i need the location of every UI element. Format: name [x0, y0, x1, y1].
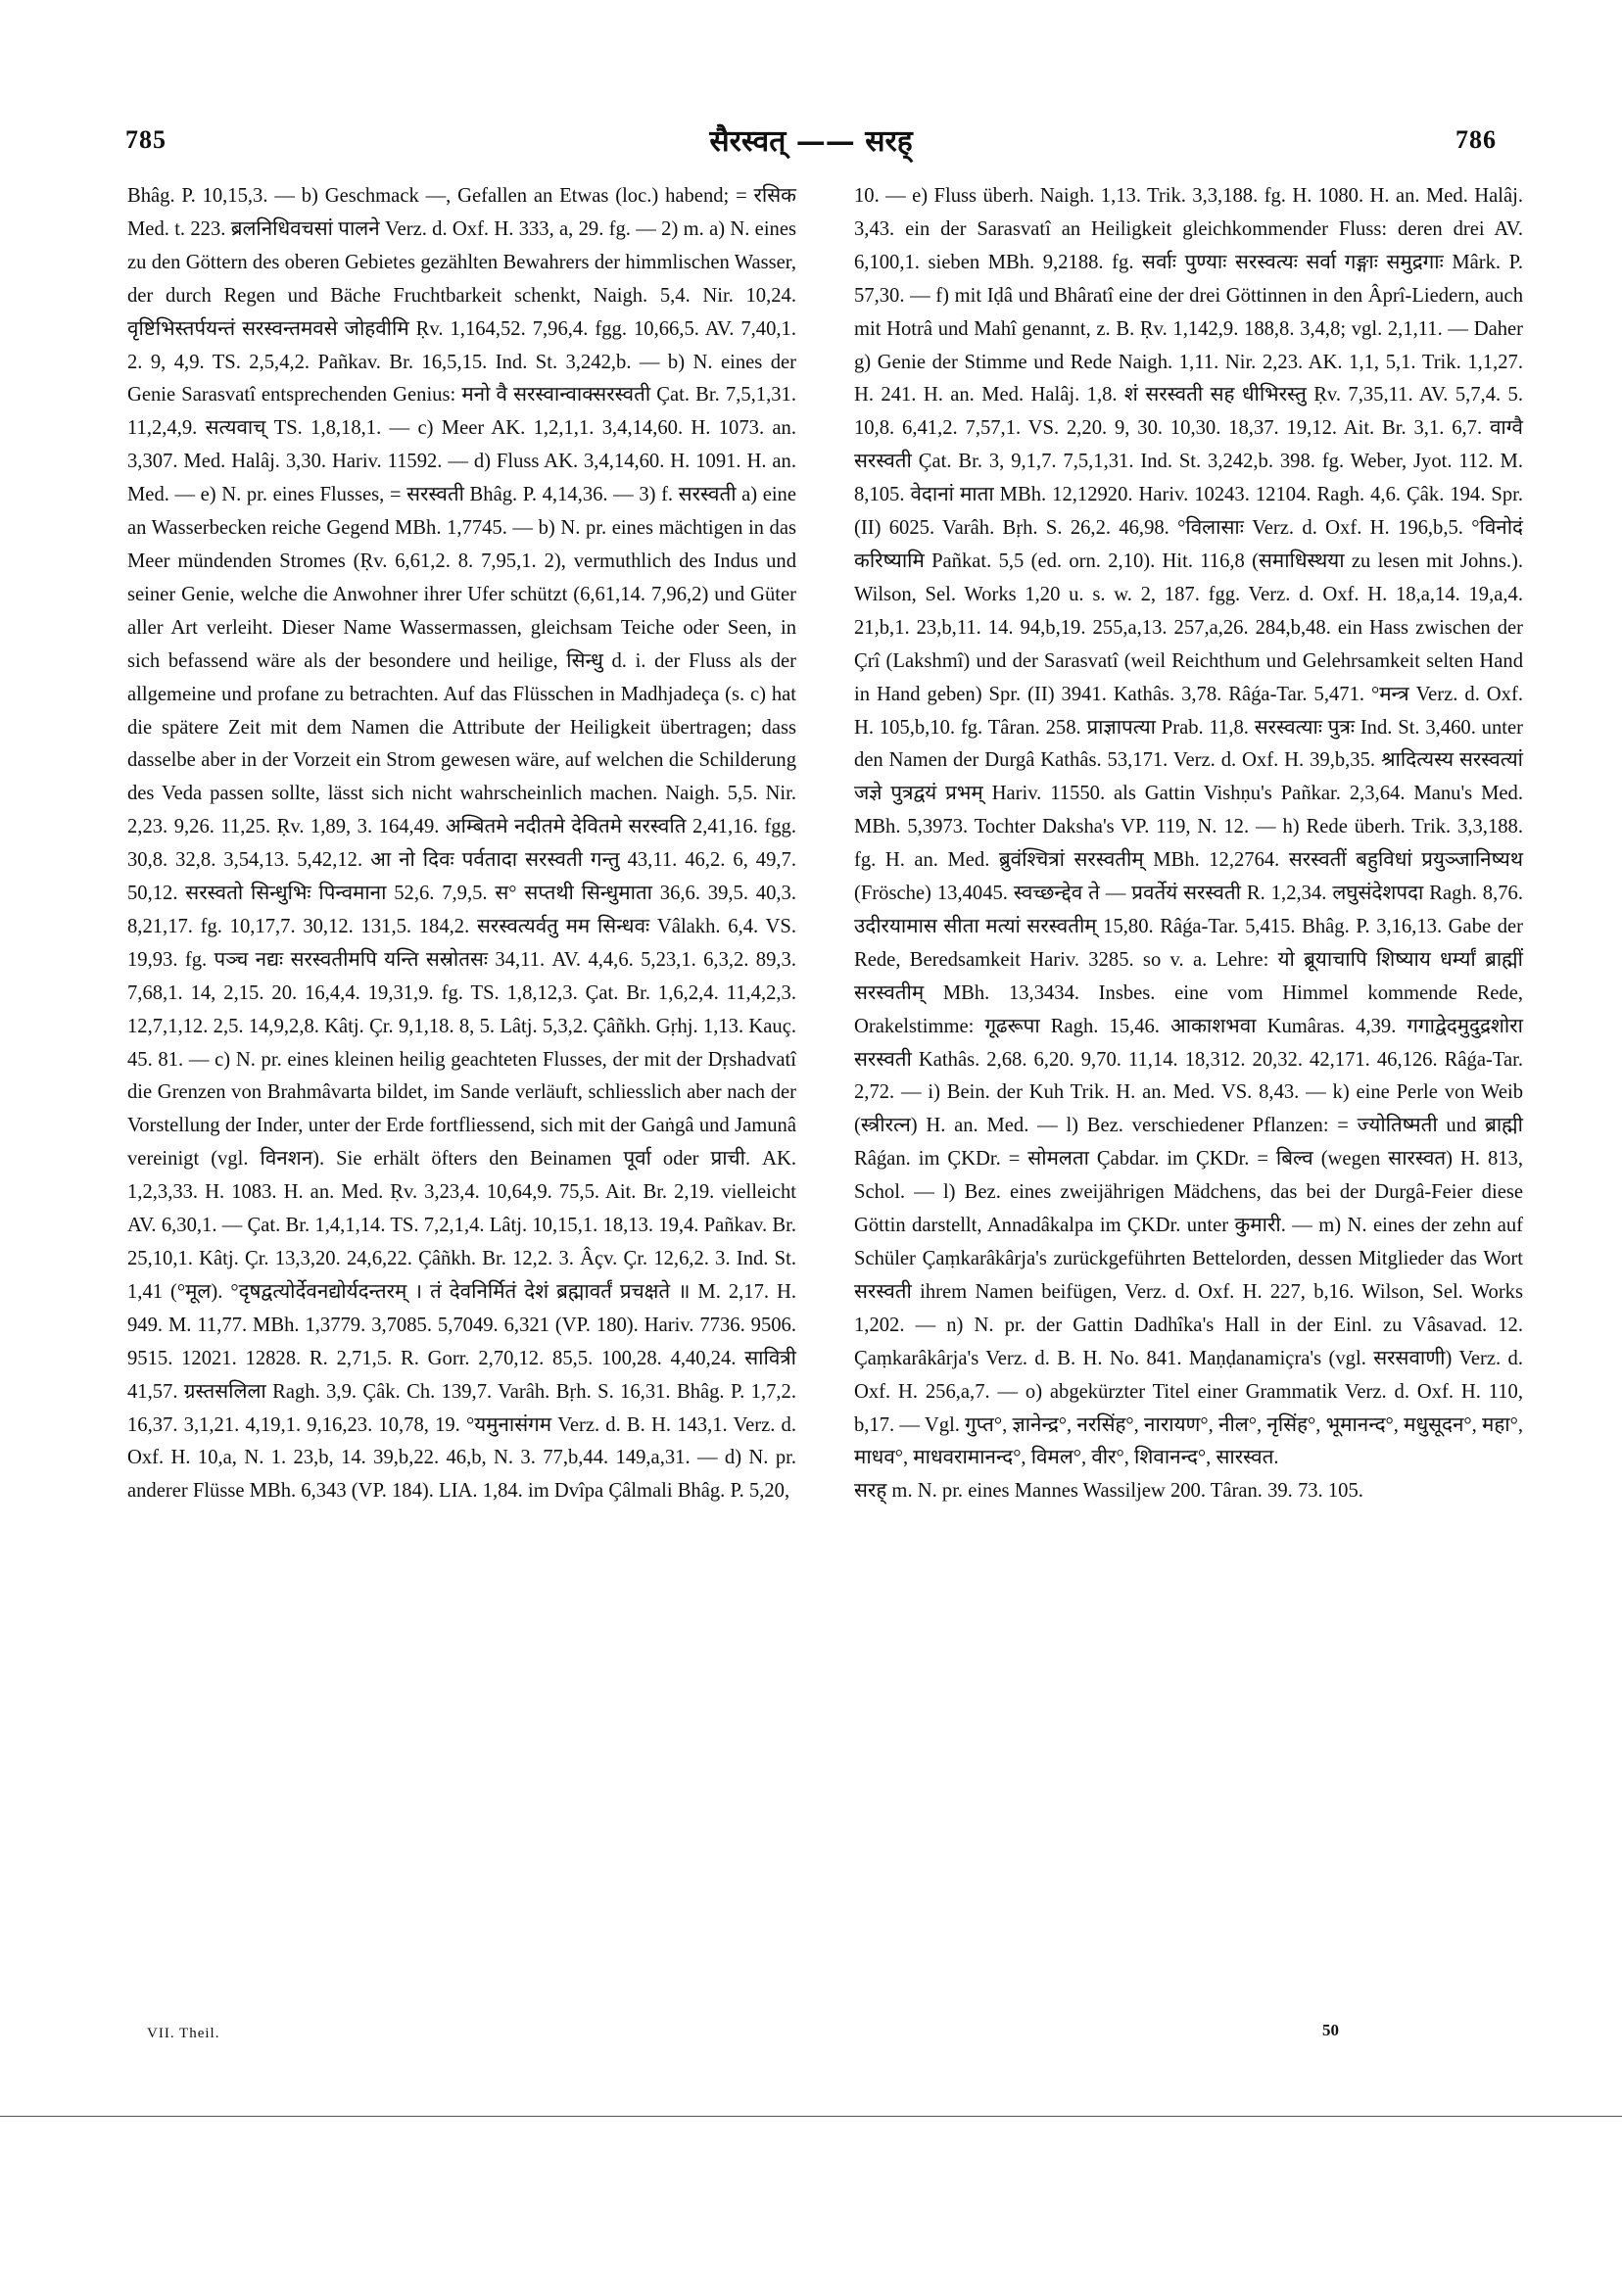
left-column [127, 180, 796, 1508]
page-number-left: 785 [125, 125, 167, 154]
bottom-rule [0, 2116, 1622, 2117]
left-column-paragraph: Bhâg. P. 10,15,3. — b) Geschmack —, Gefallen an Etwas (loc.) habend; = रसिक Med. t. 223. ब्रलनिधिवचसां पालने Verz. d. Oxf. H. 333, a, 29. fg. — 2) m. a) N. eines zu den Göttern des oberen Gebietes gezählten Bewahrers der himmlischen Wasser, der durch Regen und Bäche Fruchtbarkeit schenkt, Naigh. 5,4. Nir. 10,24. वृष्टिभिस्तर्पयन्तं सरस्वन्तमवसे जोहवीमि Ṛv. 1,164,52. 7,96,4. fgg. 10,66,5. AV. 7,40,1. 2. 9, 4,9. TS. 2,5,4,2. Pañkav. Br. 16,5,15. Ind. St. 3,242,b. — b) N. eines der Genie Sarasvatî entsprechenden Genius: मनो वै सरस्वान्वाक्सरस्वती Çat. Br. 7,5,1,31. 11,2,4,9. सत्यवाच् TS. 1,8,18,1. — c) Meer AK. 1,2,1,1. 3,4,14,60. H. 1073. an. 3,307. Med. Halâj. 3,30. Hariv. 11592. — d) Fluss AK. 3,4,14,60. H. 1091. H. an. Med. — e) N. pr. eines Flusses, = सरस्वती Bhâg. P. 4,14,36. — 3) f. सरस्वती a) eine an Wasserbecken reiche Gegend MBh. 1,7745. — b) N. pr. eines mächtigen in das Meer mündenden Stromes (Ṛv. 6,61,2. 8. 7,95,1. 2), vermuthlich des Indus und seiner Genie, welche die Anwohner ihrer Ufer schützt (6,61,14. 7,96,2) und Güter aller Art verleiht. Dieser Name Wassermassen, gleichsam Teiche oder Seen, in sich befassend wäre als der besondere und heilige, सिन्धु d. i. der Fluss als der allgemeine und profane zu betrachten. Auf das Flüsschen in Madhjadeça (s. c) hat die spätere Zeit mit dem Namen die Attribute der Heiligkeit übertragen; dass dasselbe aber in der Vorzeit ein Strom gewesen wäre, auf welchen die Schilderung des Veda passen sollte, lässt sich nicht wahrscheinlich machen. Naigh. 5,5. Nir. 2,23. 9,26. 11,25. Ṛv. 1,89, 3. 164,49. अम्बितमे नदीतमे देवितमे सरस्वति 2,41,16. fgg. 30,8. 32,8. 3,54,13. 5,42,12. आ नो दिवः पर्वतादा सरस्वती गन्तु 43,11. 46,2. 6, 49,7. 50,12. सरस्वतो सिन्धुभिः पिन्वमाना 52,6. 7,9,5. स° सप्तथी सिन्धुमाता 36,6. 39,5. 40,3. 8,21,17. fg. 10,17,7. 30,12. 131,5. 184,2. सरस्वत्यर्वतु मम सिन्धवः Vâlakh. 6,4. VS. 19,93. fg. पञ्च नद्यः सरस्वतीमपि यन्ति सस्रोतसः 34,11. AV. 4,4,6. 5,23,1. 6,3,2. 89,3. 7,68,1. 14, 2,15. 20. 16,4,4. 19,31,9. fg. TS. 1,8,12,3. Çat. Br. 1,6,2,4. 11,4,2,3. 12,7,1,12. 2,5. 14,9,2,8. Kâtj. Çr. 9,1,18. 8, 5. Lâtj. 5,3,2. Çâñkh. Gṛhj. 1,13. Kauç. 45. 81. — c) N. pr. eines kleinen heilig geachteten Flusses, der mit der Dṛshadvatî die Grenzen von Brahmâvarta bildet, im Sande verläuft, schliesslich aber nach der Vorstellung der Inder, unter der Erde fortfliessend, sich mit der Gaṅgâ und Jamunâ vereinigt (vgl. विनशन). Sie erhält öfters den Beinamen पूर्वा oder प्राची. AK. 1,2,3,33. H. 1083. H. an. Med. Ṛv. 3,23,4. 10,64,9. 75,5. Ait. Br. 2,19. vielleicht AV. 6,30,1. — Çat. Br. 1,4,1,14. TS. 7,2,1,4. Lâtj. 10,15,1. 18,13. 19,4. Pañkav. Br. 25,10,1. Kâtj. Çr. 13,3,20. 24,6,22. Çâñkh. Br. 12,2. 3. Âçv. Çr. 12,6,2. 3. Ind. St. 1,41 (°मूल). °दृषद्वत्योर्देवनद्योर्यदन्तरम् । तं देवनिर्मितं देशं ब्रह्मावर्तं प्रचक्षते ॥ M. 2,17. H. 949. M. 11,77. MBh. 1,3779. 3,7085. 5,7049. 6,321 (VP. 180). Hariv. 7736. 9506. 9515. 12021. 12828. R. 2,71,5. R. Gorr. 2,70,12. 85,5. 100,28. 4,40,24. सावित्री 41,57. ग्रस्तसलिला Ragh. 3,9. Çâk. Ch. 139,7. Varâh. Bṛh. S. 16,31. Bhâg. P. 1,7,2. 16,37. 3,1,21. 4,19,1. 9,16,23. 10,78, 19. °यमुनासंगम Verz. d. B. H. 143,1. Verz. d. Oxf. H. 10,a, N. 1. 23,b, 14. 39,b,22. 46,b, N. 3. 77,b,44. 149,a,31. — d) N. pr. anderer Flüsse MBh. 6,343 (VP. 184). LIA. 1,84. im Dvîpa Çâlmali Bhâg. P. 5,20, [127, 185, 796, 1503]
running-headword: सैरस्वत् —— सरह् [709, 124, 913, 159]
signature-mark: 50 [1322, 2021, 1339, 2039]
right-column-entry-sarah: सरह् m. N. pr. eines Mannes Wassiljew 200. Târan. 39. 73. 105. [854, 1480, 1363, 1503]
volume-note: VII. Theil. [147, 2026, 220, 2041]
right-column-paragraph: 10. — e) Fluss überh. Naigh. 1,13. Trik. 3,3,188. fg. H. 1080. H. an. Med. Halâj. 3,43. ein der Sarasvatî an Heiligkeit gleichkommender Fluss: deren drei AV. 6,100,1. sieben MBh. 9,2188. fg. सर्वाः पुण्याः सरस्वत्यः सर्वा गङ्गाः समुद्रगाः Mârk. P. 57,30. — f) mit Iḍâ und Bhâratî eine der drei Göttinnen in den Âprî-Liedern, auch mit Hotrâ und Mahî genannt, z. B. Ṛv. 1,142,9. 188,8. 3,4,8; vgl. 2,1,11. — Daher g) Genie der Stimme und Rede Naigh. 1,11. Nir. 2,23. AK. 1,1, 5,1. Trik. 1,1,27. H. 241. H. an. Med. Halâj. 1,8. शं सरस्वती सह धीभिरस्तु Ṛv. 7,35,11. AV. 5,7,4. 5. 10,8. 6,41,2. 7,57,1. VS. 2,20. 9, 30. 10,30. 18,37. 19,12. Ait. Br. 3,1. 6,7. वाग्वै सरस्वती Çat. Br. 3, 9,1,7. 7,5,1,31. Ind. St. 3,242,b. 398. fg. Weber, Jyot. 112. M. 8,105. वेदानां माता MBh. 12,12920. Hariv. 10243. 12104. Ragh. 4,6. Çâk. 194. Spr. (II) 6025. Varâh. Bṛh. S. 26,2. 46,98. °विलासाः Verz. d. Oxf. H. 196,b,5. °विनोदं करिष्यामि Pañkat. 5,5 (ed. orn. 2,10). Hit. 116,8 (समाधिस्थया zu lesen mit Johns.). Wilson, Sel. Works 1,20 u. s. w. 2, 187. fgg. Verz. d. Oxf. H. 18,a,14. 19,a,4. 21,b,1. 23,b,11. 14. 94,b,19. 255,a,13. 257,a,26. 284,b,48. ein Hass zwischen der Çrî (Lakshmî) und der Sarasvatî (weil Reichthum und Gelehrsamkeit selten Hand in Hand geben) Spr. (II) 3941. Kathâs. 3,78. Râǵa-Tar. 5,471. °मन्त्र Verz. d. Oxf. H. 105,b,10. fg. Târan. 258. प्राज्ञापत्या Prab. 11,8. सरस्वत्याः पुत्रः Ind. St. 3,460. unter den Namen der Durgâ Kathâs. 53,171. Verz. d. Oxf. H. 39,b,35. श्रादित्यस्य सरस्वत्यां जज्ञे पुत्रद्वयं प्रभम् Hariv. 11550. als Gattin Vishṇu's Pañkar. 2,3,64. Manu's Med. MBh. 5,3973. Tochter Daksha's VP. 119, N. 12. — h) Rede überh. Trik. 3,3,188. fg. H. an. Med. ब्रुवंश्चित्रां सरस्वतीम् MBh. 12,2764. सरस्वतीं बहुविधां प्रयुञ्जानिष्यथ (Frösche) 13,4045. स्वच्छन्द्देव ते — प्रवर्तेयं सरस्वती R. 1,2,34. लघुसंदेशपदा Ragh. 8,76. उदीरयामास सीता मत्यां सरस्वतीम् 15,80. Râǵa-Tar. 5,415. Bhâg. P. 3,16,13. Gabe der Rede, Beredsamkeit Hariv. 3285. so v. a. Lehre: यो ब्रूयाचापि शिष्याय धर्म्यां ब्राह्मीं सरस्वतीम् MBh. 13,3434. Insbes. eine vom Himmel kommende Rede, Orakelstimme: गूढरूपा Ragh. 15,46. आकाशभवा Kumâras. 4,39. गगाद्वेदमुदुद्रशोरा सरस्वती Kathâs. 2,68. 6,20. 9,70. 11,14. 18,312. 20,32. 42,171. 46,126. Râǵa-Tar. 2,72. — i) Bein. der Kuh Trik. H. an. Med. VS. 8,43. — k) eine Perle von Weib (स्त्रीरत्न) H. an. Med. — l) Bez. verschiedener Pflanzen: = ज्योतिष्मती und ब्राह्मी Râǵan. im ÇKDr. = सोमलता Çabdar. im ÇKDr. = बिल्व (wegen सारस्वत) H. 813, Schol. — l) Bez. eines zweijährigen Mädchens, das bei der Durgâ-Feier diese Göttin darstellt, Annadâkalpa im ÇKDr. unter कुमारी. — m) N. eines der zehn auf Schüler Çaṃkarâkârja's zurückgeführten Bettelorden, dessen Mitglieder das Wort सरस्वती ihrem Namen beifügen, Verz. d. Oxf. H. 227, b,16. Wilson, Sel. Works 1,202. — n) N. pr. der Gattin Dadhîka's Hall in der Einl. zu Vâsavad. 12. Çaṃkarâkârja's Verz. d. B. H. No. 841. Maṇḍanamiçra's (vgl. सरसवाणी) Verz. d. Oxf. H. 256,a,7. — o) abgekürzter Titel einer Grammatik Verz. d. Oxf. H. 110, b,17. — Vgl. गुप्त°, ज्ञानेन्द्र°, नरसिंह°, नारायण°, नील°, नृसिंह°, भूमानन्द°, मधुसूदन°, महा°, माधव°, माधवरामानन्द°, विमल°, वीर°, शिवानन्द°, सारस्वत. [854, 185, 1523, 1469]
page-number-right: 786 [1455, 125, 1497, 154]
right-column [854, 180, 1523, 1508]
